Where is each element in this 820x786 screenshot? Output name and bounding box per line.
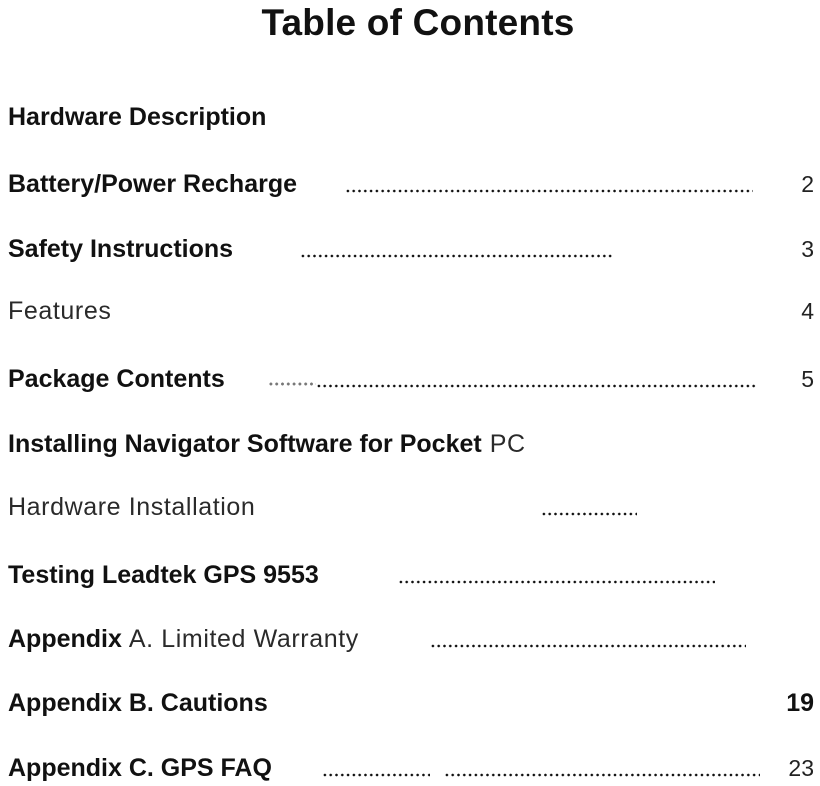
toc-entry-text: Hardware Description (8, 103, 267, 131)
toc-page-number: 5 (801, 366, 814, 392)
page-title: Table of Contents (261, 2, 575, 43)
dot-leader-faded (268, 382, 316, 386)
toc-entry-text-wrap (8, 622, 359, 656)
toc-entry-appendix-c-gps-faq[interactable] (0, 751, 820, 785)
toc-page-number: 19 (786, 689, 814, 717)
toc-page-number: 4 (801, 298, 814, 324)
toc-entry-hardware-installation[interactable] (0, 490, 820, 524)
toc-entry-installing-navigator-software[interactable] (0, 427, 820, 461)
dot-leader (541, 512, 637, 516)
toc-entry-text: Features (8, 297, 112, 325)
dot-leader (322, 773, 430, 777)
toc-entry-text-wrap (8, 427, 526, 461)
toc-entry-package-contents[interactable] (0, 362, 820, 396)
toc-page-number: 2 (801, 171, 814, 197)
toc-entry-testing-leadtek-gps[interactable] (0, 558, 820, 592)
toc-entry-appendix-a-limited-warranty[interactable] (0, 622, 820, 656)
dot-leader (398, 580, 715, 584)
toc-entry-text: Testing Leadtek GPS 9553 (8, 561, 319, 589)
toc-entry-text: Appendix (8, 625, 122, 653)
toc-entry-safety-instructions[interactable] (0, 232, 820, 266)
dot-leader (316, 384, 757, 388)
toc-entry-text-tail: PC (489, 430, 526, 458)
toc-entry-text: Package Contents (8, 365, 225, 393)
toc-entry-text-tail: A. Limited Warranty (128, 625, 359, 653)
toc-entry-battery-power-recharge[interactable] (0, 167, 820, 201)
toc-entry-hardware-description[interactable] (0, 100, 820, 134)
toc-entry-text: Installing Navigator Software for Pocket (8, 430, 482, 458)
toc-entry-appendix-b-cautions[interactable] (0, 686, 820, 720)
toc-entry-text: Appendix B. Cautions (8, 689, 268, 717)
toc-page-number: 23 (788, 755, 814, 781)
toc-entry-text: Appendix C. GPS FAQ (8, 754, 272, 782)
dot-leader (430, 644, 746, 648)
dot-leader (345, 189, 753, 193)
toc-entry-features[interactable] (0, 294, 820, 328)
toc-page-number: 3 (801, 236, 814, 262)
dot-leader (444, 773, 760, 777)
toc-entry-text: Battery/Power Recharge (8, 170, 298, 198)
toc-entry-text: Hardware Installation (8, 493, 256, 521)
toc-entry-text: Safety Instructions (8, 235, 234, 263)
dot-leader (300, 254, 613, 258)
